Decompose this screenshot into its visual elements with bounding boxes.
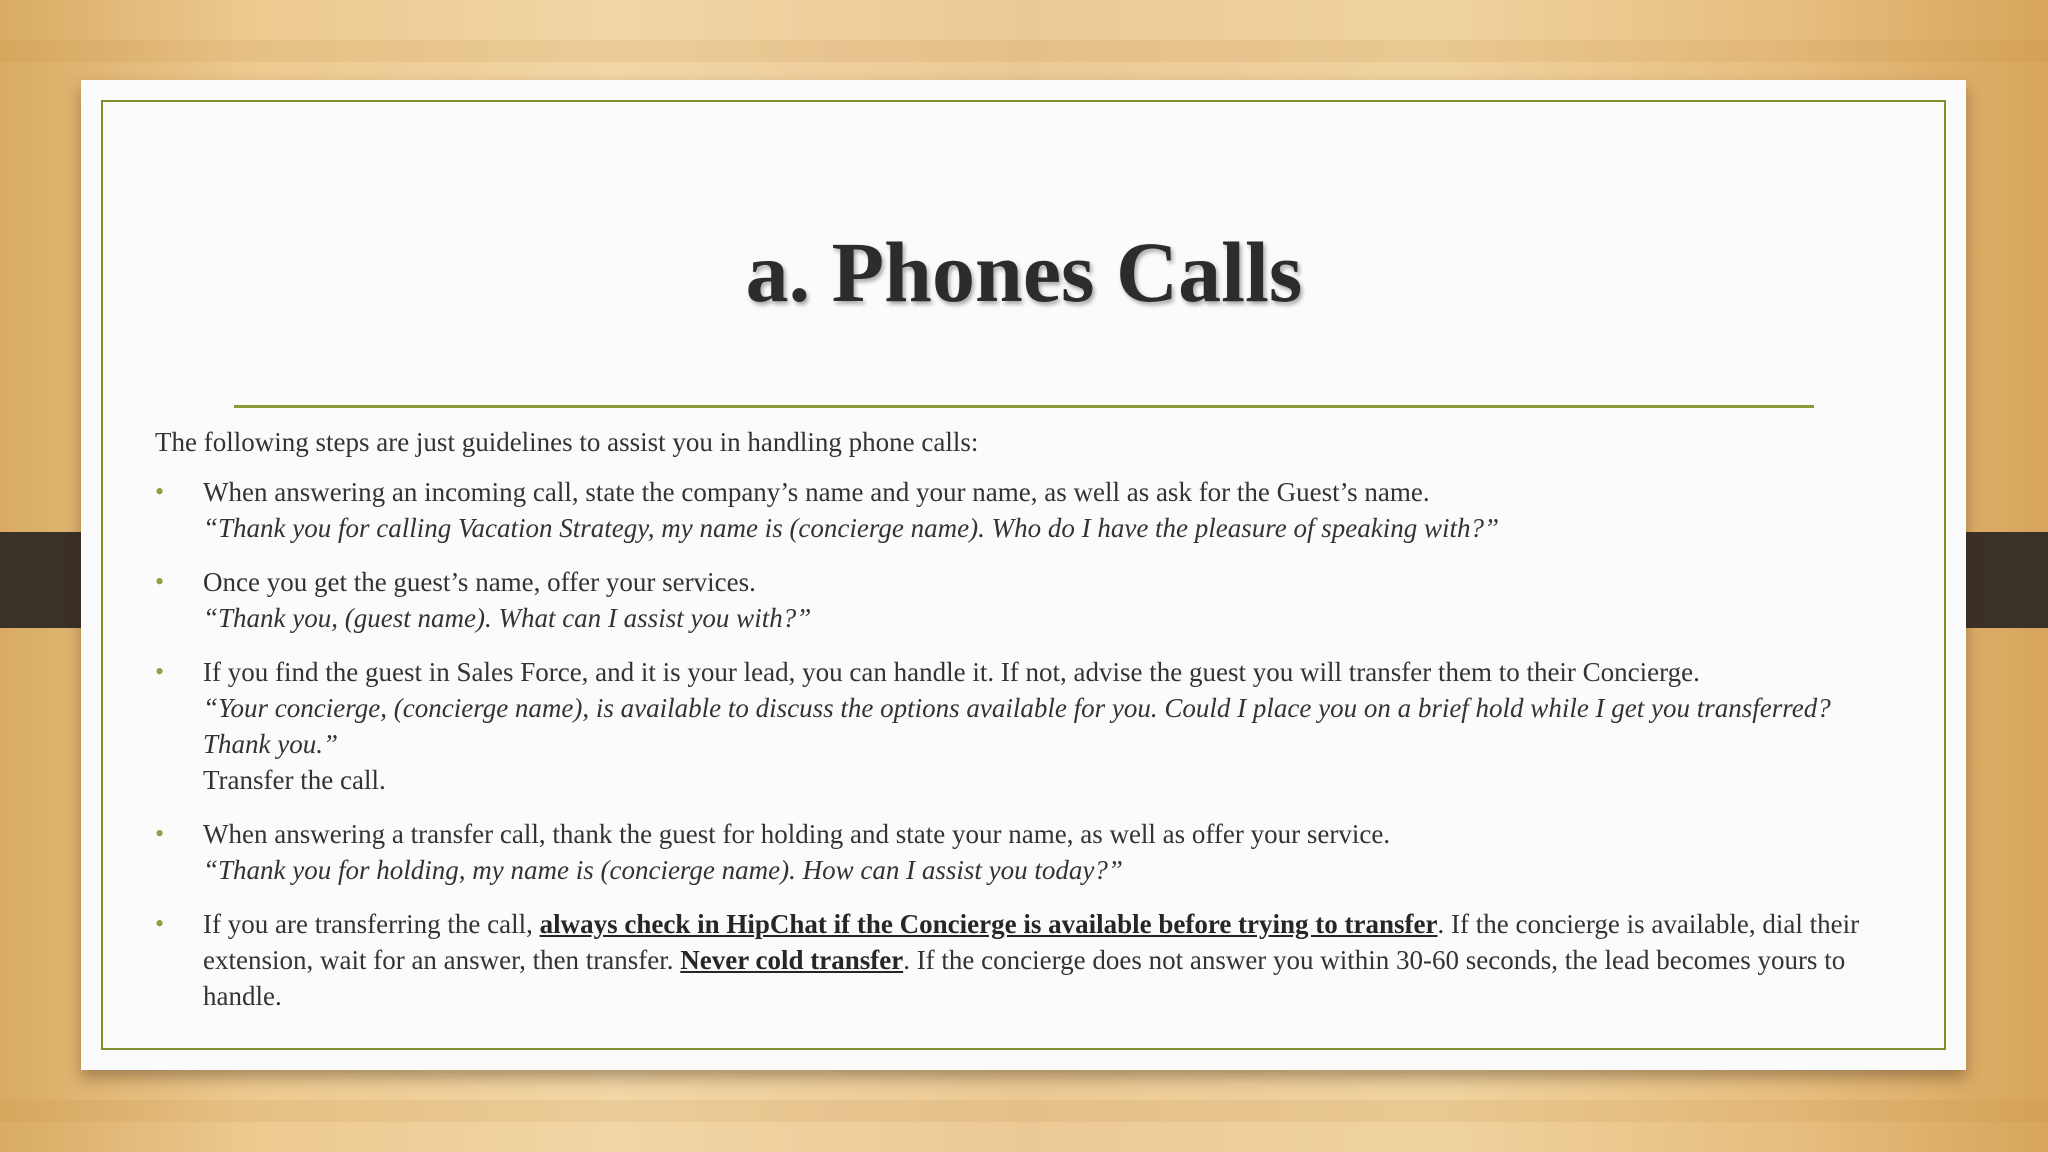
step-followup: Transfer the call. xyxy=(203,765,386,795)
step-text: When answering a transfer call, thank the guest for holding and state your name, as well as offer your service. xyxy=(203,819,1391,849)
never-cold-transfer-emphasis: Never cold transfer xyxy=(680,945,904,975)
list-item xyxy=(155,906,1895,1014)
step-text-part: . If the concierge is available, dial their extension, wait for an answer, then transfer. xyxy=(203,909,1860,975)
steps-list xyxy=(155,474,1895,1014)
step-text-part: If you are transferring the call, xyxy=(203,909,540,939)
list-item xyxy=(155,474,1895,546)
step-text: When answering an incoming call, state the company’s name and your name, as well as ask for the Guest’s name. xyxy=(203,477,1430,507)
slide-title: a. Phones Calls xyxy=(745,224,1303,320)
list-item xyxy=(155,654,1895,798)
wood-grain xyxy=(0,40,2048,62)
step-quote: “Thank you, (guest name). What can I assist you with?” xyxy=(203,603,812,633)
bullet-icon: • xyxy=(155,567,165,596)
wood-grain xyxy=(0,1100,2048,1122)
bullet-icon: • xyxy=(155,477,165,506)
hipchat-check-emphasis: always check in HipChat if the Concierge is available before trying to transfer xyxy=(539,909,1438,939)
bullet-icon: • xyxy=(155,819,165,848)
step-text: Once you get the guest’s name, offer your services. xyxy=(203,567,756,597)
step-text: If you find the guest in Sales Force, and it is your lead, you can handle it. If not, advise the guest you will transfer them to their Concierge. xyxy=(203,657,1700,687)
bullet-icon: • xyxy=(155,657,165,686)
step-text-part: . If the concierge does not answer you within 30-60 seconds, the lead becomes yours to handle. xyxy=(203,945,1846,1011)
list-item xyxy=(155,816,1895,888)
step-text xyxy=(203,909,1859,1011)
step-quote: “Thank you for calling Vacation Strategy, my name is (concierge name). Who do I have the pleasure of speaking with?” xyxy=(203,513,1500,543)
slide-content xyxy=(155,420,1895,1032)
step-quote: “Your concierge, (concierge name), is available to discuss the options available for you. Could I place you on a brief hold while I get you transferred? Thank you.” xyxy=(203,693,1831,759)
list-item xyxy=(155,564,1895,636)
intro-text: The following steps are just guidelines to assist you in handling phone calls: xyxy=(155,427,979,457)
title-divider xyxy=(234,405,1814,408)
step-quote: “Thank you for holding, my name is (concierge name). How can I assist you today?” xyxy=(203,855,1123,885)
bullet-icon: • xyxy=(155,909,165,938)
